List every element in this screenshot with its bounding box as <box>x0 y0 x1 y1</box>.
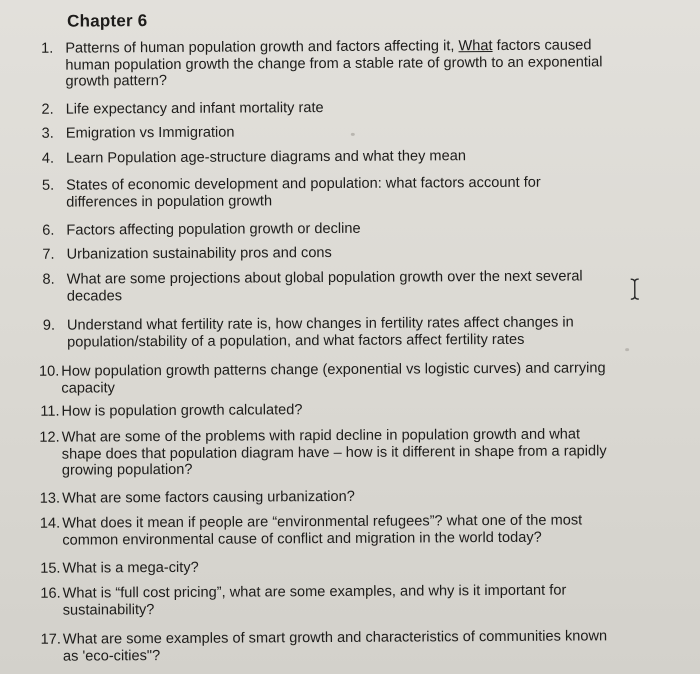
item-text <box>66 122 656 142</box>
list-item <box>4 628 684 665</box>
page-speck <box>625 348 629 351</box>
list-item <box>3 487 683 507</box>
item-text <box>61 360 656 397</box>
item-number: 8. <box>42 271 55 288</box>
list-item <box>2 360 682 397</box>
item-text-line: What are some projections about global population growth over the next several <box>66 268 583 288</box>
item-text-line: What are some factors causing urbanization? <box>61 488 355 507</box>
item-text <box>67 268 657 305</box>
list-item <box>1 122 681 142</box>
item-number: 11. <box>40 403 60 420</box>
item-text-line: What are some examples of smart growth and characteristics of communities known <box>62 628 608 648</box>
item-text <box>63 628 658 665</box>
item-text <box>65 37 655 90</box>
text-cursor-icon <box>628 278 642 300</box>
item-text-line: differences in population growth <box>66 192 273 211</box>
item-text-line: States of economic development and population: what factors account for <box>66 174 541 194</box>
item-text-line: Emigration vs Immigration <box>65 124 235 142</box>
item-number: 16. <box>40 585 61 602</box>
item-text <box>66 174 656 211</box>
item-text <box>61 400 656 420</box>
item-number: 9. <box>42 317 56 334</box>
item-text-line: How is population growth calculated? <box>61 402 303 420</box>
item-text <box>67 314 657 351</box>
item-text-line: What does it mean if people are “environmental refugees”? what one of the most <box>62 512 583 532</box>
list-item <box>2 400 682 420</box>
item-number: 15. <box>40 560 61 577</box>
item-number: 3. <box>41 125 54 142</box>
list-item <box>2 268 682 305</box>
item-text-line: decades <box>66 287 123 305</box>
item-text-line: as 'eco-cities"? <box>62 647 161 665</box>
item-text-line: Understand what fertility rate is, how changes in fertility rates affect changes in <box>66 314 574 334</box>
item-text-line: growth pattern? <box>65 72 167 90</box>
item-text <box>66 98 656 118</box>
list-item <box>0 37 680 90</box>
item-text-line: What is “full cost pricing”, what are some examples, and why is it important for <box>62 582 567 602</box>
item-text <box>66 219 656 239</box>
item-text-line: population/stability of a population, and what factors affect fertility rates <box>67 331 525 351</box>
list-item <box>3 557 683 577</box>
item-text-line: What are some of the problems with rapid decline in population growth and what <box>61 426 581 446</box>
list-item <box>2 314 682 351</box>
item-number: 10. <box>38 363 60 380</box>
list-item <box>3 512 683 549</box>
item-text-line: Life expectancy and infant mortality rate <box>65 100 324 118</box>
item-text-line: growing population? <box>61 461 193 479</box>
item-number: 2. <box>41 101 54 118</box>
item-text-line: Factors affecting population growth or decline <box>66 220 361 239</box>
list-item <box>1 147 681 167</box>
item-number: 5. <box>41 177 55 194</box>
list-item <box>1 174 681 211</box>
list-item <box>1 98 681 118</box>
item-number: 7. <box>42 246 55 263</box>
chapter-title: Chapter 6 <box>67 11 148 31</box>
item-number: 12. <box>39 429 60 446</box>
item-text <box>62 557 657 577</box>
item-text <box>67 243 657 263</box>
list-item <box>4 582 684 619</box>
item-text-line: sustainability? <box>62 601 155 619</box>
item-text <box>62 487 657 507</box>
item-number: 13. <box>39 490 61 507</box>
list-item <box>1 219 681 239</box>
item-number: 17. <box>40 631 61 648</box>
item-text-line: Learn Population age-structure diagrams and what they mean <box>65 148 466 167</box>
item-text-line: Patterns of human population growth and factors affecting it, What factors caused <box>65 37 592 57</box>
list-item <box>2 243 682 263</box>
item-text <box>66 147 656 167</box>
item-text-line: How population growth patterns change (exponential vs logistic curves) and carrying <box>61 360 606 380</box>
item-text <box>62 512 657 549</box>
item-text-line: capacity <box>61 379 115 397</box>
item-number: 1. <box>41 40 54 57</box>
page-speck <box>351 133 355 136</box>
item-text-line: common environmental cause of conflict and migration in the world today? <box>62 529 542 549</box>
item-text-line: Urbanization sustainability pros and cons <box>66 244 332 263</box>
list-item <box>3 426 683 479</box>
item-number: 14. <box>39 515 61 532</box>
item-text-line: human population growth the change from a stable rate of growth to an exponential <box>65 53 603 74</box>
item-text-line: shape does that population diagram have – how is it different in shape from a rapidly <box>61 442 607 463</box>
item-number: 6. <box>42 222 55 239</box>
item-text-line: What is a mega-city? <box>62 559 199 577</box>
item-number: 4. <box>41 150 55 167</box>
item-text <box>63 582 658 619</box>
item-text <box>62 426 657 479</box>
